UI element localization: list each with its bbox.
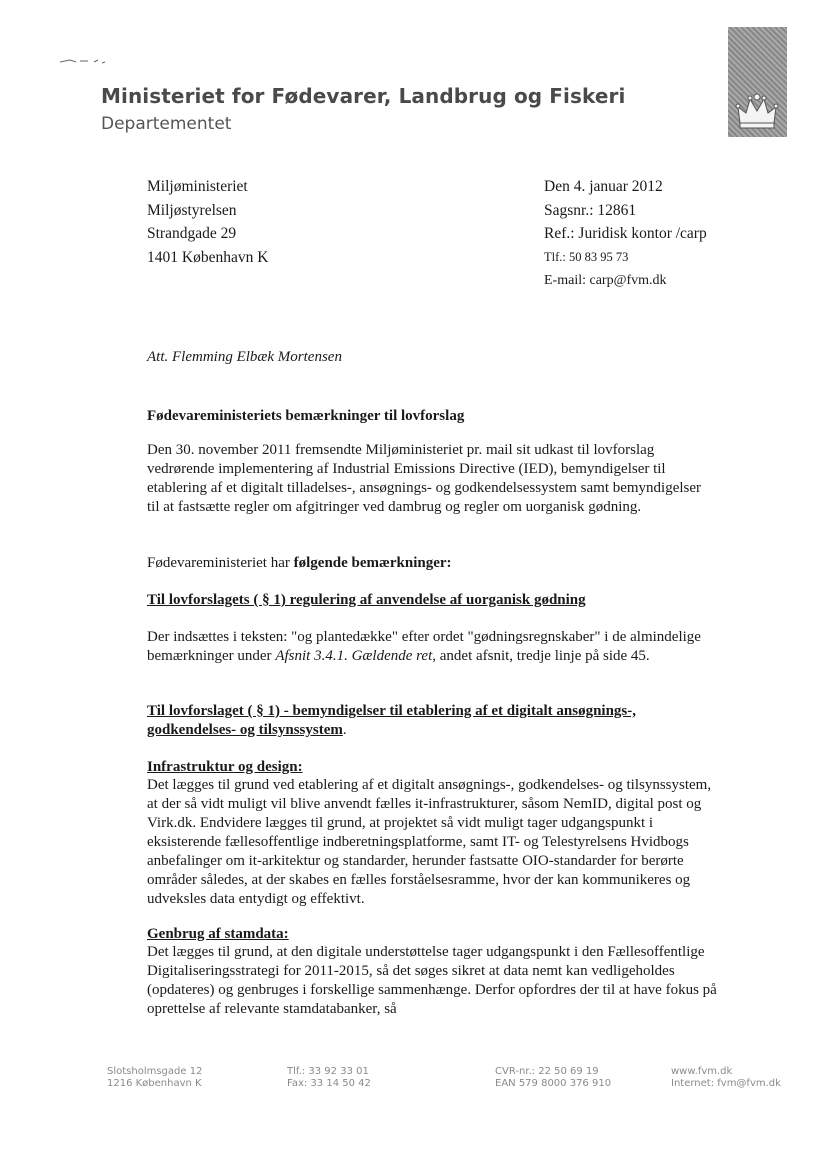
footer-line: EAN 579 8000 376 910 <box>495 1078 612 1089</box>
section1-text-a: Der indsættes i teksten: "og plantedække" efter ordet "gødningsregnskaber" i de almindelige bemærkninger under <box>147 629 701 664</box>
footer-ids <box>495 1066 611 1090</box>
infra-heading: Infrastruktur og design: <box>147 759 303 775</box>
scan-artifact-mark <box>58 52 108 60</box>
subject-heading: Fødevareministeriets bemærkninger til lovforslag <box>147 408 465 424</box>
reference: Ref.: Juridisk kontor /carp <box>544 225 707 242</box>
remarks-intro-bold: følgende bemærkninger: <box>293 555 452 571</box>
email: E-mail: carp@fvm.dk <box>544 273 667 288</box>
footer-line: 1216 København K <box>107 1078 202 1089</box>
section1-text-italic: Afsnit 3.4.1. Gældende ret <box>275 648 433 664</box>
letter-date: Den 4. januar 2012 <box>544 178 663 195</box>
section1-heading: Til lovforslagets ( § 1) regulering af anvendelse af uorganisk gødning <box>147 592 586 608</box>
crown-icon <box>728 27 787 137</box>
footer-line: www.fvm.dk <box>671 1066 733 1077</box>
footer-line: CVR-nr.: 22 50 69 19 <box>495 1066 599 1077</box>
section1-paragraph <box>147 628 717 666</box>
footer-address <box>107 1066 202 1090</box>
letter-meta <box>544 175 707 293</box>
remarks-intro <box>147 554 717 573</box>
footer-line: Internet: fvm@fvm.dk <box>671 1078 781 1089</box>
ministry-name: Ministeriet for Fødevarer, Landbrug og Fiskeri <box>101 84 626 108</box>
intro-paragraph: Den 30. november 2011 fremsendte Miljøministeriet pr. mail sit udkast til lovforslag vedrørende implementering af Industrial Emissions Directive (IED), bemyndigelser til etablering af et digitalt tilladelses-, ansøgnings- og godkendelsessystem samt bemyndigelser til at fastsætte regler om afgitringer ved dambrug og regler om uorganisk gødning. <box>147 442 702 515</box>
recipient-address <box>147 175 268 269</box>
recipient-line: Miljøstyrelsen <box>147 201 237 219</box>
footer-line: Tlf.: 33 92 33 01 <box>287 1066 369 1077</box>
remarks-intro-text: Fødevareministeriet har <box>147 555 294 571</box>
genbrug-paragraph: Det lægges til grund, at den digitale understøttelse tager udgangspunkt i den Fællesoffentlige Digitaliseringsstrategi for 2011-2015, så det søges sikret at data nemt kan vedligeholdes (opdateres) og genbruges i forskellige sammenhænge. Derfor opfordres der til at have fokus på oprettelse af relevante stamdatabanker, så <box>147 944 717 1017</box>
footer-line: Slotsholmsgade 12 <box>107 1066 203 1077</box>
footer-phones <box>287 1066 371 1090</box>
phone: Tlf.: 50 83 95 73 <box>544 249 629 264</box>
section2-heading: Til lovforslaget ( § 1) - bemyndigelser til etablering af et digitalt ansøgnings-, godkendelses- og tilsynssystem <box>147 703 637 738</box>
section2-heading-block <box>147 702 717 740</box>
infra-paragraph: Det lægges til grund ved etablering af et digitalt ansøgnings-, godkendelses- og tilsynssystem, at der så vidt muligt vil blive anvendt fælles it-infrastrukturer, såsom NemID, digital post og Virk.dk. Endvidere lægges til grund, at projektet så vidt muligt tager udgangspunkt i eksisterende fællesoffentlige indberetningsplatforme, samt IT- og Telestyrelsens Hvidbogs anbefalinger om it-arkitektur og standarder, herunder fastsatte OIO-standarder for berørte områder således, at der skabes en fælles forståelsesramme, hvor der kan kommunikeres og udveksles data entydigt og effektivt. <box>147 777 712 907</box>
footer-web <box>671 1066 781 1090</box>
case-number: Sagsnr.: 12861 <box>544 201 637 219</box>
genbrug-heading: Genbrug af stamdata: <box>147 926 289 942</box>
section1-text-b: , andet afsnit, tredje linje på side 45. <box>432 648 650 664</box>
recipient-line: Miljøministeriet <box>147 178 248 195</box>
royal-crown-logo <box>728 27 787 137</box>
recipient-line: 1401 København K <box>147 248 269 266</box>
attention-line: Att. Flemming Elbæk Mortensen <box>147 349 342 365</box>
footer-line: Fax: 33 14 50 42 <box>287 1078 371 1089</box>
section2-heading-tail: . <box>342 722 347 738</box>
department-name: Departementet <box>101 114 232 134</box>
recipient-line: Strandgade 29 <box>147 225 237 242</box>
